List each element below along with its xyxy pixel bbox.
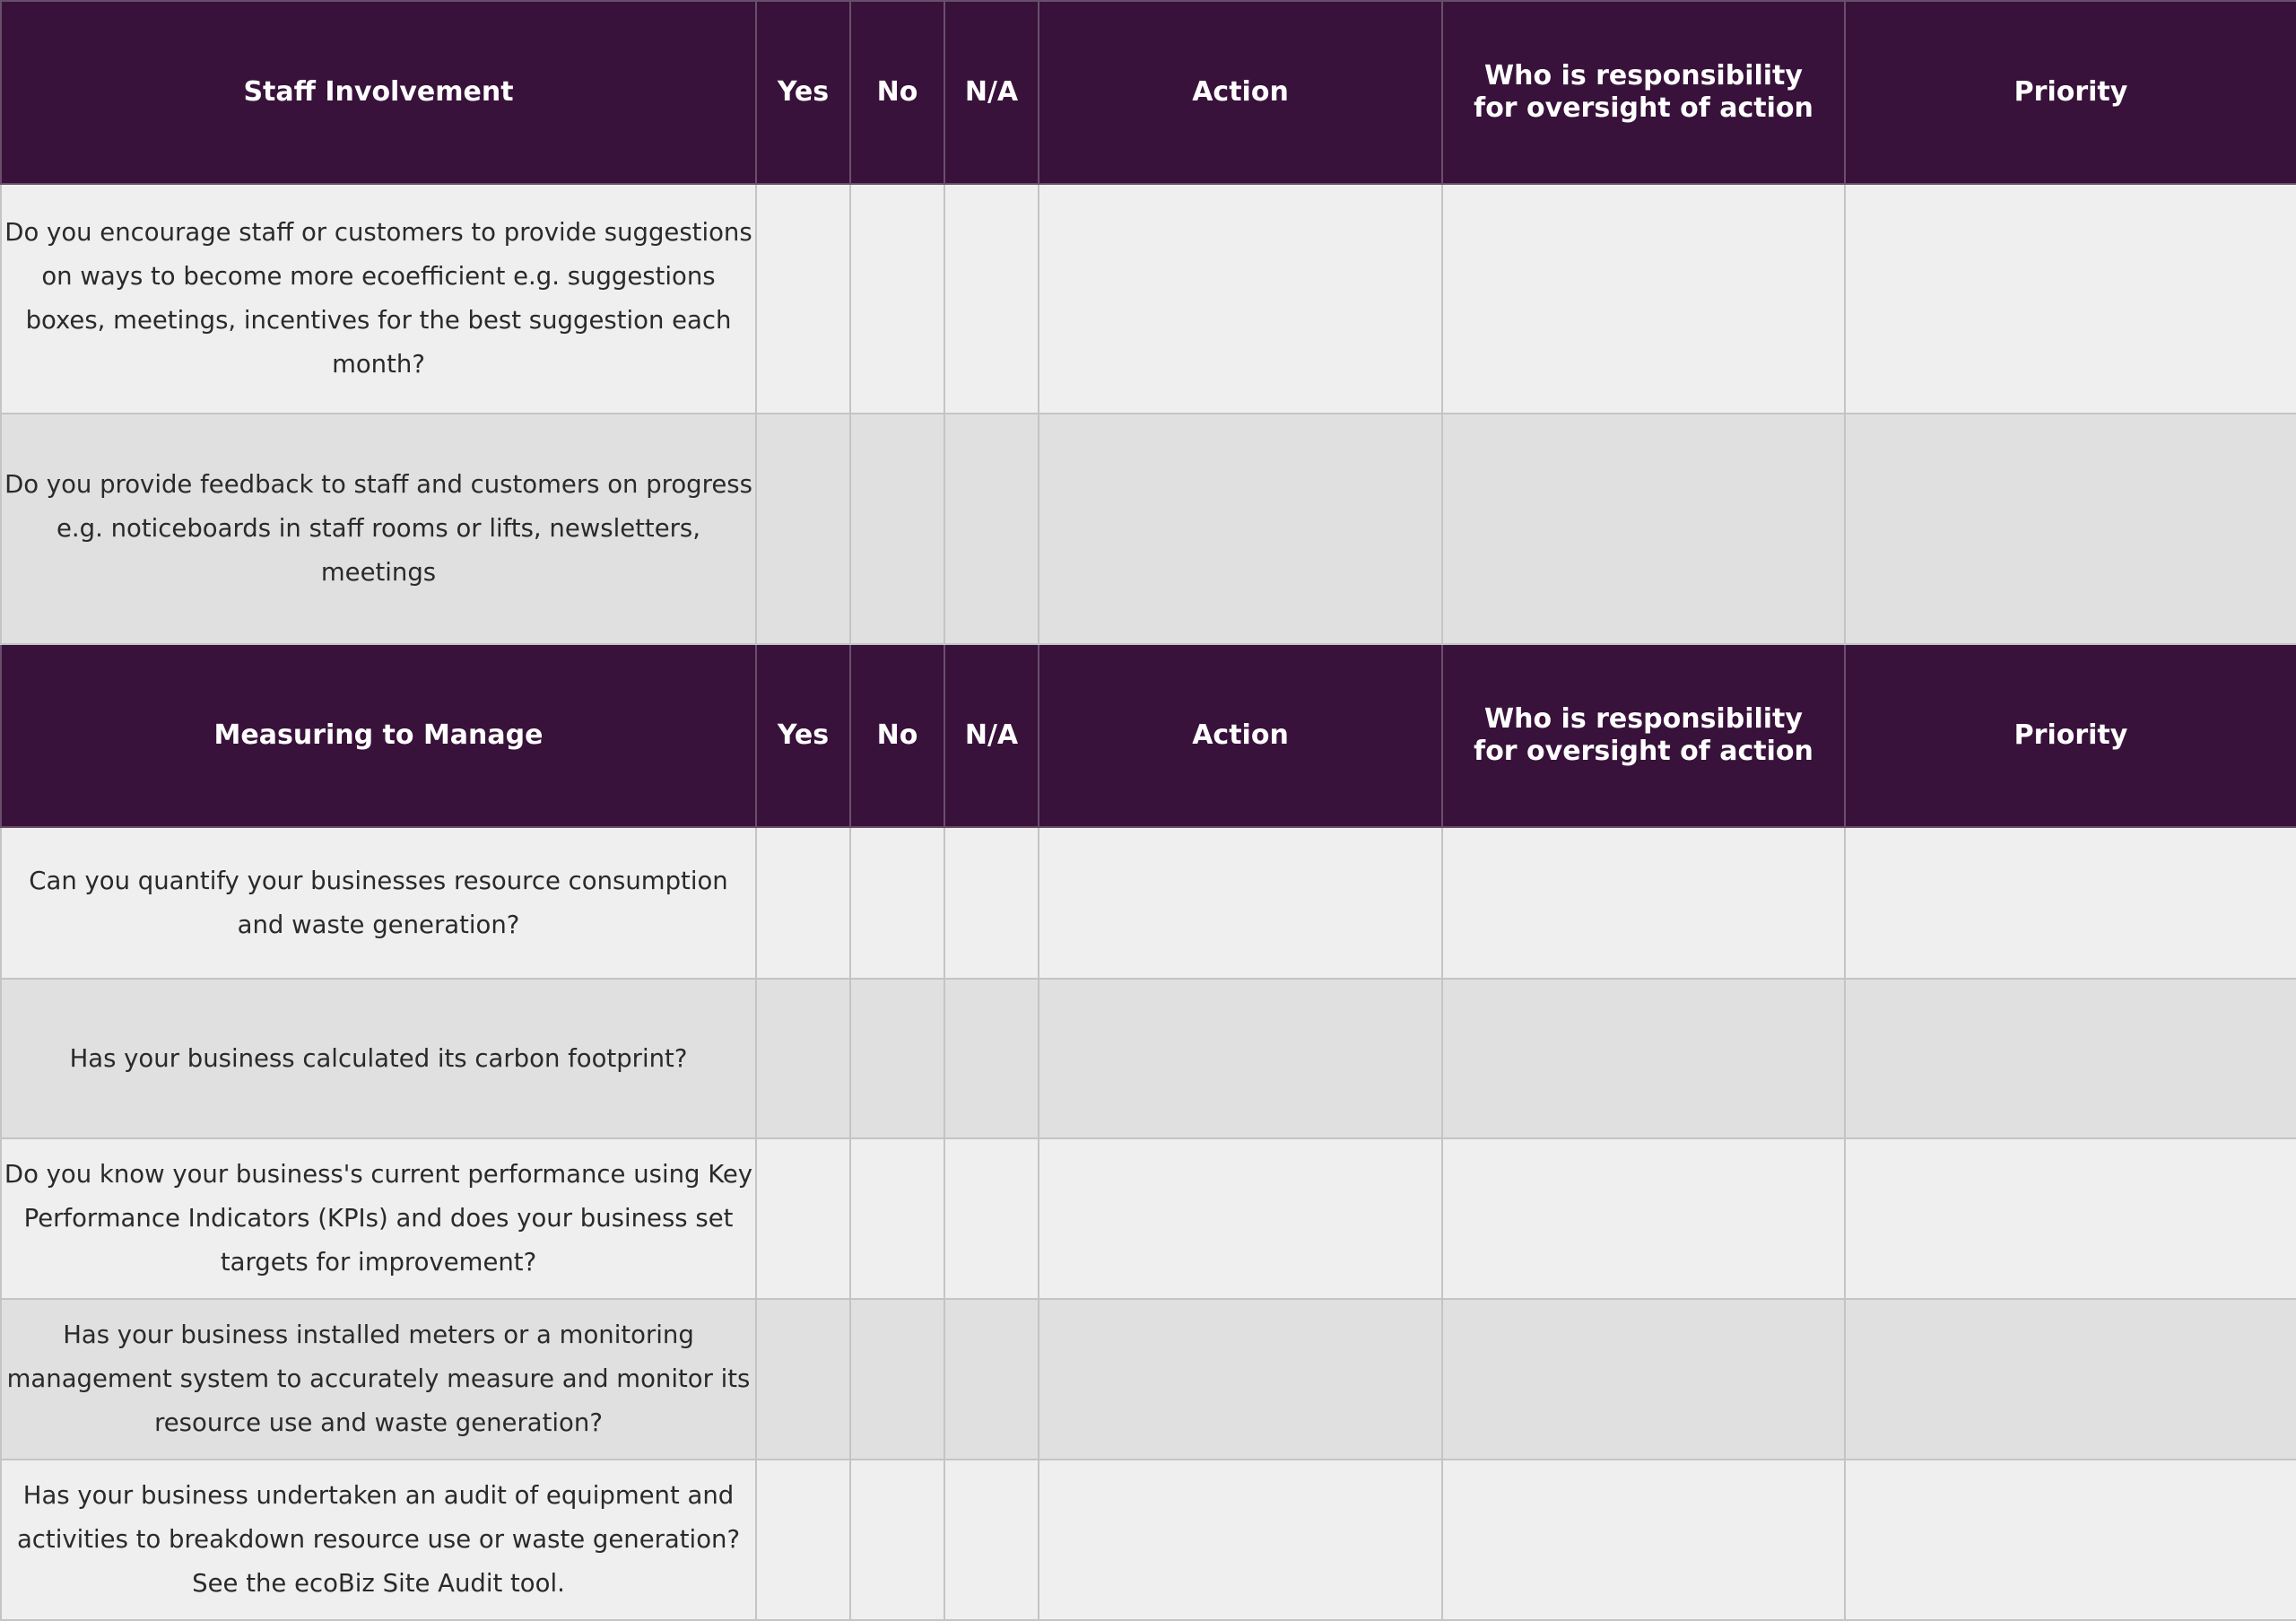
priority-header: Priority <box>1845 1 2296 184</box>
action-cell[interactable] <box>1039 827 1442 979</box>
table-row <box>1 979 2296 1138</box>
na-header: N/A <box>944 644 1039 827</box>
question-cell: Do you encourage staff or customers to provide suggestions on ways to become more ecoefficient e.g. suggestions boxes, meetings, incentives for the best suggestion each month? <box>1 184 756 414</box>
topic-header: Measuring to Manage <box>1 644 756 827</box>
no-cell[interactable] <box>850 414 944 644</box>
question-cell: Has your business undertaken an audit of equipment and activities to breakdown resource use or waste generation? See the ecoBiz Site Audit tool. <box>1 1460 756 1620</box>
responsibility-cell[interactable] <box>1442 184 1845 414</box>
question-cell: Do you provide feedback to staff and customers on progress e.g. noticeboards in staff rooms or lifts, newsletters, meetings <box>1 414 756 644</box>
question-cell: Do you know your business's current performance using Key Performance Indicators (KPIs) and does your business set targets for improvement? <box>1 1138 756 1299</box>
question-cell: Can you quantify your businesses resource consumption and waste generation? <box>1 827 756 979</box>
question-cell: Has your business installed meters or a monitoring management system to accurately measure and monitor its resource use and waste generation? <box>1 1299 756 1460</box>
na-cell[interactable] <box>944 1299 1039 1460</box>
question-cell: Has your business calculated its carbon footprint? <box>1 979 756 1138</box>
responsibility-cell[interactable] <box>1442 979 1845 1138</box>
na-cell[interactable] <box>944 184 1039 414</box>
table-row <box>1 184 2296 414</box>
priority-cell[interactable] <box>1845 414 2296 644</box>
na-header: N/A <box>944 1 1039 184</box>
yes-cell[interactable] <box>756 184 850 414</box>
priority-cell[interactable] <box>1845 1138 2296 1299</box>
priority-cell[interactable] <box>1845 979 2296 1138</box>
table-row <box>1 1460 2296 1620</box>
yes-header: Yes <box>756 1 850 184</box>
priority-cell[interactable] <box>1845 184 2296 414</box>
na-cell[interactable] <box>944 1460 1039 1620</box>
action-header: Action <box>1039 1 1442 184</box>
responsibility-cell[interactable] <box>1442 1138 1845 1299</box>
table-row <box>1 1138 2296 1299</box>
priority-cell[interactable] <box>1845 827 2296 979</box>
table-row <box>1 414 2296 644</box>
priority-cell[interactable] <box>1845 1299 2296 1460</box>
yes-cell[interactable] <box>756 1138 850 1299</box>
responsibility-header: Who is responsibility for oversight of action <box>1442 644 1845 827</box>
na-cell[interactable] <box>944 1138 1039 1299</box>
responsibility-cell[interactable] <box>1442 1299 1845 1460</box>
action-cell[interactable] <box>1039 1460 1442 1620</box>
section-header-row <box>1 644 2296 827</box>
responsibility-cell[interactable] <box>1442 414 1845 644</box>
yes-header: Yes <box>756 644 850 827</box>
action-cell[interactable] <box>1039 414 1442 644</box>
action-cell[interactable] <box>1039 1299 1442 1460</box>
responsibility-header: Who is responsibility for oversight of action <box>1442 1 1845 184</box>
na-cell[interactable] <box>944 979 1039 1138</box>
priority-header: Priority <box>1845 644 2296 827</box>
priority-cell[interactable] <box>1845 1460 2296 1620</box>
no-cell[interactable] <box>850 1299 944 1460</box>
responsibility-cell[interactable] <box>1442 1460 1845 1620</box>
yes-cell[interactable] <box>756 979 850 1138</box>
yes-cell[interactable] <box>756 414 850 644</box>
no-header: No <box>850 1 944 184</box>
topic-header: Staff Involvement <box>1 1 756 184</box>
no-cell[interactable] <box>850 827 944 979</box>
action-header: Action <box>1039 644 1442 827</box>
action-cell[interactable] <box>1039 184 1442 414</box>
yes-cell[interactable] <box>756 1299 850 1460</box>
action-cell[interactable] <box>1039 1138 1442 1299</box>
no-cell[interactable] <box>850 979 944 1138</box>
no-cell[interactable] <box>850 184 944 414</box>
yes-cell[interactable] <box>756 827 850 979</box>
table-row <box>1 1299 2296 1460</box>
no-cell[interactable] <box>850 1460 944 1620</box>
action-cell[interactable] <box>1039 979 1442 1138</box>
na-cell[interactable] <box>944 414 1039 644</box>
yes-cell[interactable] <box>756 1460 850 1620</box>
na-cell[interactable] <box>944 827 1039 979</box>
no-cell[interactable] <box>850 1138 944 1299</box>
responsibility-cell[interactable] <box>1442 827 1845 979</box>
no-header: No <box>850 644 944 827</box>
section-header-row <box>1 1 2296 184</box>
table-row <box>1 827 2296 979</box>
